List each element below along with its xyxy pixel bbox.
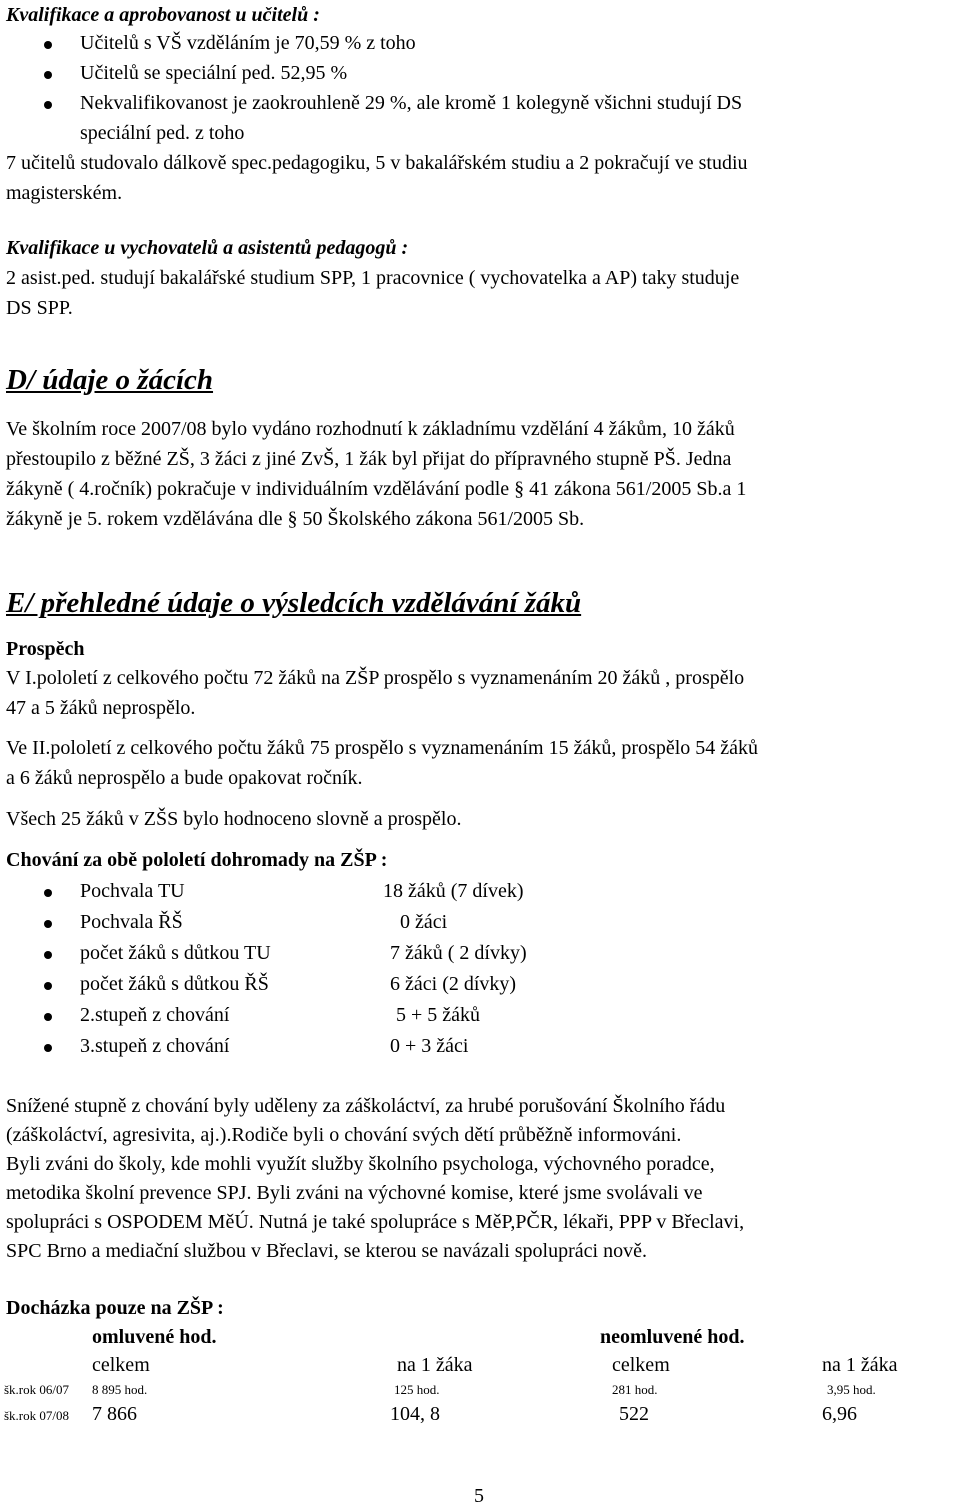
subheading-prospech: Prospěch bbox=[6, 638, 85, 660]
paragraph-line: Ve školním roce 2007/08 bylo vydáno rozhodnutí k základnímu vzdělání 4 žákům, 10 žáků bbox=[6, 418, 735, 440]
chovani-value: 0 + 3 žáci bbox=[390, 1035, 469, 1057]
col-header-celkem: celkem bbox=[92, 1354, 150, 1376]
paragraph-line: žákyně ( 4.ročník) pokračuje v individuálním vzdělávání podle § 41 zákona 561/2005 Sb.a 1 bbox=[6, 478, 747, 500]
bullet-text-continuation: speciální ped. z toho bbox=[80, 122, 245, 144]
chovani-value: 5 + 5 žáků bbox=[396, 1004, 481, 1026]
chovani-value: 7 žáků ( 2 dívky) bbox=[390, 942, 527, 964]
paragraph-line: magisterském. bbox=[6, 182, 123, 204]
table-cell: 104, 8 bbox=[390, 1403, 440, 1425]
paragraph-line: Snížené stupně z chování byly uděleny za záškoláctví, za hrubé porušování Školního řádu bbox=[6, 1095, 726, 1117]
bullet-text: Učitelů s VŠ vzděláním je 70,59 % z toho bbox=[80, 32, 416, 54]
col-group-omluvene: omluvené hod. bbox=[92, 1326, 217, 1348]
bullet-icon bbox=[44, 71, 52, 79]
chovani-value: 6 žáci (2 dívky) bbox=[390, 973, 517, 995]
heading-d-udaje-o-zacich: D/ údaje o žácích bbox=[6, 364, 214, 396]
bullet-icon bbox=[44, 1044, 52, 1052]
bullet-icon bbox=[44, 951, 52, 959]
bullet-icon bbox=[44, 982, 52, 990]
chovani-label: 2.stupeň z chování bbox=[80, 1004, 230, 1026]
table-cell: 281 hod. bbox=[612, 1382, 658, 1397]
chovani-label: počet žáků s důtkou ŘŠ bbox=[80, 973, 269, 995]
bullet-icon bbox=[44, 101, 52, 109]
table-cell: 522 bbox=[619, 1403, 649, 1425]
subheading-chovani: Chování za obě pololetí dohromady na ZŠP : bbox=[6, 849, 388, 871]
chovani-label: počet žáků s důtkou TU bbox=[80, 942, 271, 964]
paragraph-line: 2 asist.ped. studují bakalářské studium SPP, 1 pracovnice ( vychovatelka a AP) taky studuje bbox=[6, 267, 740, 289]
heading-e-prehledne-udaje: E/ přehledné údaje o výsledcích vzdělávání žáků bbox=[6, 587, 582, 619]
bullet-icon bbox=[44, 920, 52, 928]
paragraph-line: Byli zváni do školy, kde mohli využít služby školního psychologa, výchovného poradce, bbox=[6, 1153, 715, 1175]
bullet-icon bbox=[44, 41, 52, 49]
paragraph-line: přestoupilo z běžné ZŠ, 3 žáci z jiné ZvŠ, 1 žák byl přijat do přípravného stupně PŠ. Jedna bbox=[6, 448, 732, 470]
col-header-na-1-zaka: na 1 žáka bbox=[822, 1354, 898, 1376]
chovani-label: 3.stupeň z chování bbox=[80, 1035, 230, 1057]
table-cell: 3,95 hod. bbox=[827, 1382, 876, 1397]
col-header-na-1-zaka: na 1 žáka bbox=[397, 1354, 473, 1376]
table-cell: 125 hod. bbox=[394, 1382, 440, 1397]
paragraph-line: (záškoláctví, agresivita, aj.).Rodiče byli o chování svých dětí průběžně informováni. bbox=[6, 1124, 682, 1146]
paragraph-line: V I.pololetí z celkového počtu 72 žáků na ZŠP prospělo s vyznamenáním 20 žáků , prospělo bbox=[6, 667, 745, 689]
paragraph-line: DS SPP. bbox=[6, 297, 73, 319]
col-header-celkem: celkem bbox=[612, 1354, 670, 1376]
table-cell: 6,96 bbox=[822, 1403, 857, 1425]
bullet-icon bbox=[44, 889, 52, 897]
paragraph-line: žákyně je 5. rokem vzdělávána dle § 50 Školského zákona 561/2005 Sb. bbox=[6, 508, 585, 530]
paragraph-line: 47 a 5 žáků neprospělo. bbox=[6, 697, 196, 719]
chovani-value: 0 žáci bbox=[400, 911, 448, 933]
paragraph-line: a 6 žáků neprospělo a bude opakovat ročník. bbox=[6, 767, 363, 789]
paragraph-line: spolupráci s OSPODEM MěÚ. Nutná je také spolupráce s MěP,PČR, lékaři, PPP v Břeclavi, bbox=[6, 1211, 745, 1233]
paragraph-line: Ve II.pololetí z celkového počtu žáků 75 prospělo s vyznamenáním 15 žáků, prospělo 54 žáků bbox=[6, 737, 759, 759]
page-number: 5 bbox=[474, 1485, 484, 1507]
table-cell: 8 895 hod. bbox=[92, 1382, 148, 1397]
bullet-text: Nekvalifikovanost je zaokrouhleně 29 %, ale kromě 1 kolegyně všichni studují DS bbox=[80, 92, 743, 114]
table-cell: 7 866 bbox=[92, 1403, 137, 1425]
paragraph-line: Všech 25 žáků v ZŠS bylo hodnoceno slovně a prospělo. bbox=[6, 808, 462, 830]
paragraph-line: SPC Brno a mediační službou v Břeclavi, se kterou se navázali spolupráci nově. bbox=[6, 1240, 647, 1262]
heading-kvalifikace-ucitelu: Kvalifikace a aprobovanost u učitelů : bbox=[6, 4, 320, 26]
col-group-neomluvene: neomluvené hod. bbox=[600, 1326, 745, 1348]
heading-kvalifikace-vychovatelu: Kvalifikace u vychovatelů a asistentů pedagogů : bbox=[6, 237, 409, 259]
table-row-label: šk.rok 07/08 bbox=[4, 1408, 69, 1423]
bullet-icon bbox=[44, 1013, 52, 1021]
chovani-value: 18 žáků (7 dívek) bbox=[383, 880, 524, 902]
paragraph-line: metodika školní prevence SPJ. Byli zváni na výchovné komise, které jsme svolávali ve bbox=[6, 1182, 703, 1204]
chovani-label: Pochvala ŘŠ bbox=[80, 911, 183, 933]
heading-dochazka: Docházka pouze na ZŠP : bbox=[6, 1297, 224, 1319]
bullet-text: Učitelů se speciální ped. 52,95 % bbox=[80, 62, 348, 84]
paragraph-line: 7 učitelů studovalo dálkově spec.pedagogiku, 5 v bakalářském studiu a 2 pokračují ve studiu bbox=[6, 152, 748, 174]
chovani-label: Pochvala TU bbox=[80, 880, 185, 902]
table-row-label: šk.rok 06/07 bbox=[4, 1382, 69, 1397]
